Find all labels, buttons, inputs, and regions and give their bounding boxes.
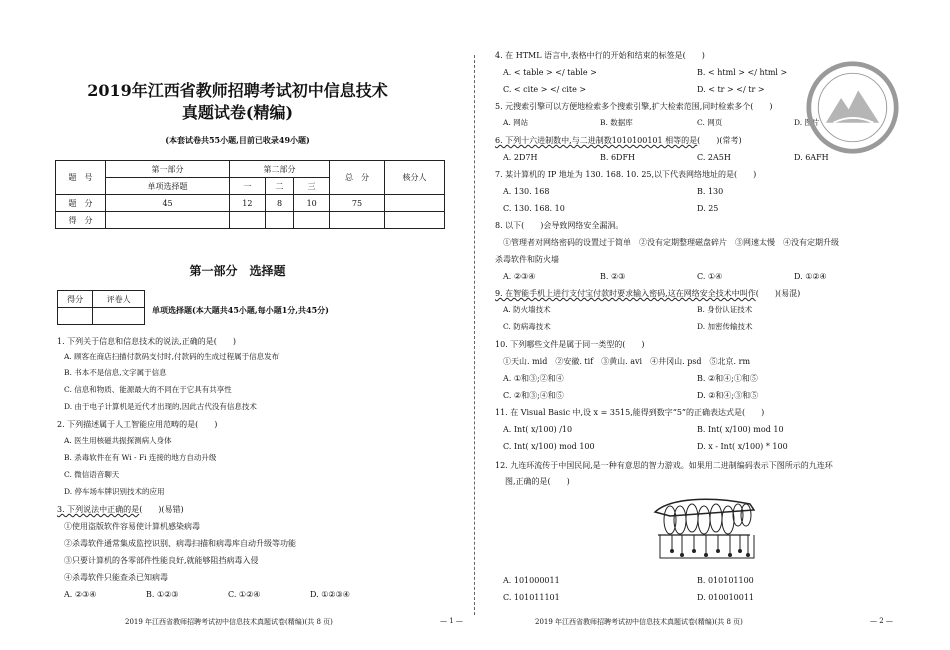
q11-option-a: A. Int( x/100) /10 xyxy=(503,425,573,434)
q2-option-c: C. 微信语音聊天 xyxy=(64,470,120,479)
score-checker-empty xyxy=(385,195,445,212)
question-9 xyxy=(495,288,800,299)
q7-option-a: A. 130. 168 xyxy=(503,187,550,196)
q6-option-b: B. 6DFH xyxy=(600,153,635,162)
q4-option-a: A. < table > </ table > xyxy=(503,68,597,77)
q9-option-d: D. 加密传输技术 xyxy=(697,322,753,331)
part2-header: 第二部分 xyxy=(230,161,330,178)
q10-option-d: D. ②和④;③和⑤ xyxy=(697,391,759,400)
get-cell xyxy=(294,212,330,229)
page-number-right: — 2 — xyxy=(870,617,893,625)
q4-option-b: B. < html > </ html > xyxy=(697,68,788,77)
question-10: 10. 下列哪些文件是属于同一类型的( ) xyxy=(495,340,645,349)
q11-option-b: B. Int( x/100) mod 10 xyxy=(697,425,784,434)
q1-option-d: D. 由于电子计算机是近代才出现的,因此古代没有信息技术 xyxy=(64,402,257,411)
col-number-header: 题 号 xyxy=(56,161,106,195)
q12-option-a: A. 101000011 xyxy=(503,576,560,585)
q5-option-b: B. 数据库 xyxy=(600,118,633,127)
score-three: 10 xyxy=(294,195,330,212)
q3-option-a: A. ②③④ xyxy=(64,590,97,599)
question-1: 1. 下列关于信息和信息技术的说法,正确的是( ) xyxy=(57,337,236,346)
section-two-header: 二 xyxy=(265,178,294,195)
section-title: 第一部分 选择题 xyxy=(189,264,286,278)
part1-header: 第一部分 xyxy=(106,161,230,178)
question-2: 2. 下列描述属于人工智能应用范畴的是( ) xyxy=(57,420,218,429)
q12-option-d: D. 010010011 xyxy=(697,593,755,602)
q8-option-a: A. ②③④ xyxy=(503,272,536,281)
instruction: 单项选择题(本大题共45小题,每小题1分,共45分) xyxy=(152,305,329,315)
exam-subtitle: 真题试卷(精编) xyxy=(181,103,294,122)
grader-reviewer-label: 评卷人 xyxy=(93,291,145,308)
score-two: 8 xyxy=(265,195,294,212)
score-one: 12 xyxy=(230,195,266,212)
section-three-header: 三 xyxy=(294,178,330,195)
q9-stem: 9. 在智能手机上进行支付宝付款时要求输入密码,这在网络安全技术中叫作 xyxy=(495,289,756,298)
single-choice-header: 单项选择题 xyxy=(106,178,230,195)
footer-right: 2019 年江西省教师招聘考试初中信息技术真题试卷(精编)(共 8 页) xyxy=(535,618,743,626)
grader-cell xyxy=(58,308,93,325)
get-cell xyxy=(330,212,385,229)
q9-tail: ( )(易混) xyxy=(755,289,801,298)
q8-items-line1: ①管理者对网络密码的设置过于简单 ②没有定期整理磁盘碎片 ③网速太慢 ④没有定期升级 xyxy=(503,238,839,247)
score-total: 75 xyxy=(330,195,385,212)
q7-option-b: B. 130 xyxy=(697,187,724,196)
grader-table xyxy=(57,290,145,325)
q7-option-d: D. 25 xyxy=(697,204,719,213)
q4-option-c: C. < cite > </ cite > xyxy=(503,85,587,94)
q3-option-b: B. ①②③ xyxy=(146,590,179,599)
q3-option-d: D. ①②③④ xyxy=(310,590,350,599)
q11-option-d: D. x - Int( x/100) * 100 xyxy=(697,442,788,451)
q6-tail: ( )(常考) xyxy=(697,136,742,145)
q4-option-d: D. < tr > </ tr > xyxy=(697,85,765,94)
q3-item-3: ③只要计算机的各零部件性能良好,就能够阻挡病毒入侵 xyxy=(64,556,259,565)
exam-title: 2019年江西省教师招聘考试初中信息技术 xyxy=(87,81,388,100)
q10-option-b: B. ②和④;①和⑤ xyxy=(697,374,758,383)
q5-option-a: A. 网站 xyxy=(503,118,529,127)
row-get-label: 得 分 xyxy=(56,212,106,229)
question-4: 4. 在 HTML 语言中,表格中行的开始和结束的标签是( ) xyxy=(495,51,705,60)
q1-option-b: B. 书本不是信息,文字属于信息 xyxy=(64,368,167,377)
q6-stem: 6. 下列十六进制数中,与二进制数1010100101 相等的是 xyxy=(495,136,698,145)
q9-option-a: A. 防火墙技术 xyxy=(503,305,551,314)
q11-option-c: C. Int( x/100) mod 100 xyxy=(503,442,595,451)
question-12-line1: 12. 九连环流传于中国民间,是一种有意思的智力游戏。如果用二进制编码表示下图所示的九连环 xyxy=(495,461,833,470)
total-header: 总 分 xyxy=(330,161,385,195)
q5-option-c: C. 网页 xyxy=(697,118,723,127)
get-cell xyxy=(265,212,294,229)
q10-option-c: C. ②和③;④和⑤ xyxy=(503,391,564,400)
grader-score-label: 得分 xyxy=(58,291,93,308)
q8-option-c: C. ①④ xyxy=(697,272,723,281)
q3-item-2: ②杀毒软件通常集成监控识别、病毒扫描和病毒库自动升级等功能 xyxy=(64,539,296,548)
q3-item-4: ④杀毒软件只能查杀已知病毒 xyxy=(64,573,168,582)
q6-option-a: A. 2D7H xyxy=(503,153,538,162)
q10-option-a: A. ①和③;②和④ xyxy=(503,374,564,383)
q9-option-c: C. 防病毒技术 xyxy=(503,322,551,331)
score-single: 45 xyxy=(106,195,230,212)
checker-header: 核分人 xyxy=(385,161,445,195)
q3-option-c: C. ①②④ xyxy=(228,590,261,599)
grader-cell xyxy=(93,308,145,325)
q7-option-c: C. 130. 168. 10 xyxy=(503,204,565,213)
q9-option-b: B. 身份认证技术 xyxy=(697,305,753,314)
get-cell xyxy=(385,212,445,229)
question-11: 11. 在 Visual Basic 中,设 x = 3515,能得到数字“5”的正确表达式是( ) xyxy=(495,408,765,417)
q8-items-line2: 杀毒软件和防火墙 xyxy=(495,255,559,264)
page-number-left: — 1 — xyxy=(440,617,463,625)
q12-option-b: B. 010101100 xyxy=(697,576,754,585)
q2-option-a: A. 医生用核磁共振探测病人身体 xyxy=(64,436,172,445)
footer-left: 2019 年江西省教师招聘考试初中信息技术真题试卷(精编)(共 8 页) xyxy=(125,618,333,626)
q3-tail: ( )(易错) xyxy=(139,505,184,514)
q8-option-d: D. ①②④ xyxy=(794,272,827,281)
question-3 xyxy=(57,504,184,515)
nine-rings-puzzle-image xyxy=(650,490,760,570)
row-score-label: 题 分 xyxy=(56,195,106,212)
q6-option-d: D. 6AFH xyxy=(794,153,829,162)
q3-item-1: ①使用盗版软件容易使计算机感染病毒 xyxy=(64,522,200,531)
q10-items: ①天山. mid ②安徽. tif ③黄山. avi ④井冈山. psd ⑤北京. rm xyxy=(503,357,751,366)
get-cell xyxy=(230,212,266,229)
question-6 xyxy=(495,135,742,146)
q6-option-c: C. 2A5H xyxy=(697,153,731,162)
section-one-header: 一 xyxy=(230,178,266,195)
exam-note: (本套试卷共55小题,目前已收录49小题) xyxy=(165,135,310,145)
score-table xyxy=(55,160,445,229)
q1-option-a: A. 顾客在商店扫描付款码支付时,付款码的生成过程属于信息发布 xyxy=(64,352,280,361)
q2-option-b: B. 杀毒软件在有 Wi - Fi 连接的地方自动升级 xyxy=(64,453,217,462)
q1-option-c: C. 信息和物质、能源最大的不同在于它具有共享性 xyxy=(64,385,232,394)
q5-option-d: D. 图片 xyxy=(794,118,820,127)
question-8: 8. 以下( )会导致网络安全漏洞。 xyxy=(495,221,624,230)
q8-option-b: B. ②③ xyxy=(600,272,626,281)
question-7: 7. 某计算机的 IP 地址为 130. 168. 10. 25,以下代表网络地址的是( ) xyxy=(495,170,757,179)
question-12-line2: 图,正确的是( ) xyxy=(505,477,570,486)
question-5: 5. 元搜索引擎可以方便地检索多个搜索引擎,扩大检索范围,同时检索多个( ) xyxy=(495,102,773,111)
get-cell xyxy=(106,212,230,229)
q3-stem: 3. 下列说法中正确的是 xyxy=(57,505,140,514)
q2-option-d: D. 停车场车牌识别技术的应用 xyxy=(64,487,165,496)
shanxiang-logo-watermark xyxy=(805,60,900,155)
q12-option-c: C. 101011101 xyxy=(503,593,560,602)
